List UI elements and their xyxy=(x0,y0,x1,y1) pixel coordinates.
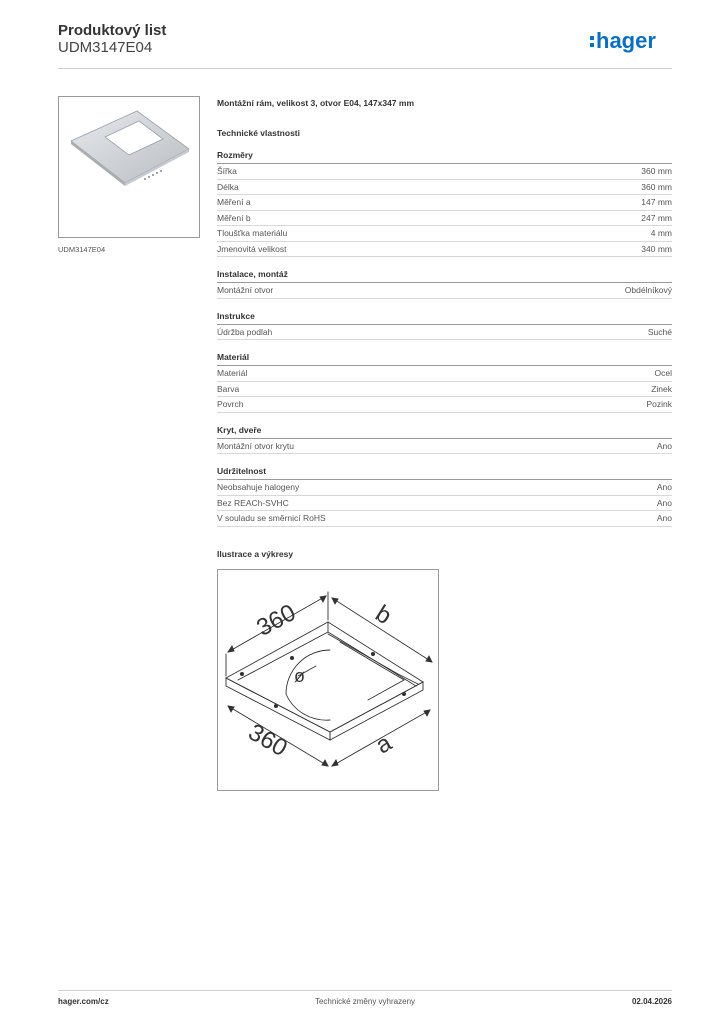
footer-website-link[interactable]: hager.com/cz xyxy=(58,997,109,1006)
property-value: 4 mm xyxy=(650,228,672,238)
property-row xyxy=(217,283,672,299)
section-title-cover: Kryt, dveře xyxy=(217,423,672,439)
footer-note: Technické změny vyhrazeny xyxy=(314,997,416,1006)
hager-logo xyxy=(590,28,672,54)
property-row xyxy=(217,382,672,398)
property-label: Montážní otvor xyxy=(217,285,274,295)
property-label: Barva xyxy=(217,383,240,394)
property-value: Zinek xyxy=(651,383,672,394)
property-value: 247 mm xyxy=(641,212,672,223)
property-value: 360 mm xyxy=(641,166,672,176)
property-value: Ano xyxy=(656,513,672,523)
property-row xyxy=(217,195,672,211)
product-properties xyxy=(217,96,672,791)
property-label: Délka xyxy=(217,181,239,192)
property-value: 340 mm xyxy=(641,243,672,254)
footer-divider xyxy=(58,990,672,991)
property-row xyxy=(217,325,672,341)
dim-bottom-right: a xyxy=(371,728,397,759)
illustration-heading: Ilustrace a výkresy xyxy=(217,548,294,559)
property-row xyxy=(217,180,672,196)
property-row xyxy=(217,164,672,180)
property-label: V souladu se směrnicí RoHS xyxy=(217,513,326,523)
section-title-installation: Instalace, montáž xyxy=(217,267,672,283)
property-row xyxy=(217,366,672,382)
property-label: Měření a xyxy=(217,197,251,207)
dim-diameter: ø xyxy=(294,665,305,686)
technical-drawing xyxy=(217,569,439,791)
tech-heading: Technické vlastnosti xyxy=(217,128,300,138)
property-label: Materiál xyxy=(217,368,248,378)
property-value: Obdélníkový xyxy=(624,285,672,295)
property-label: Údržba podlah xyxy=(217,326,273,337)
dim-top-right: b xyxy=(370,599,397,630)
section-title-sustainability: Udržitelnost xyxy=(217,464,672,480)
property-row xyxy=(217,439,672,455)
property-label: Měření b xyxy=(217,212,251,223)
dim-top-left: 360 xyxy=(252,598,301,642)
dim-bottom-left: 360 xyxy=(243,718,292,762)
product-description: Montážní rám, velikost 3, otvor E04, 147x347 mm xyxy=(217,98,414,108)
property-row xyxy=(217,397,672,413)
property-value: Ocel xyxy=(654,368,672,378)
property-row xyxy=(217,480,672,496)
property-value: 360 mm xyxy=(641,181,672,192)
property-value: Suché xyxy=(647,326,672,337)
property-value: Ano xyxy=(656,482,672,492)
property-row xyxy=(217,226,672,242)
image-caption: UDM3147E04 xyxy=(58,245,106,254)
page-title: Produktový list xyxy=(58,22,167,39)
property-value: Pozink xyxy=(646,399,672,409)
property-value: Ano xyxy=(656,497,672,508)
property-label: Neobsahuje halogeny xyxy=(217,482,300,492)
property-row xyxy=(217,511,672,527)
section-title-instructions: Instrukce xyxy=(217,309,672,325)
property-label: Šířka xyxy=(217,166,237,176)
property-value: Ano xyxy=(656,440,672,451)
property-row xyxy=(217,242,672,258)
property-value: 147 mm xyxy=(641,197,672,207)
page-header xyxy=(58,22,672,68)
property-row xyxy=(217,496,672,512)
property-label: Povrch xyxy=(217,399,244,409)
section-title-material: Materiál xyxy=(217,350,672,366)
property-row xyxy=(217,211,672,227)
property-label: Jmenovitá velikost xyxy=(217,243,287,254)
property-label: Tloušťka materiálu xyxy=(217,228,288,238)
footer-date: 02.04.2026 xyxy=(631,997,672,1006)
section-title-dimensions: Rozměry xyxy=(217,148,672,164)
header-divider xyxy=(58,68,672,69)
logo-text: hager xyxy=(596,28,656,53)
product-code: UDM3147E04 xyxy=(58,39,153,56)
property-label: Bez REACh-SVHC xyxy=(217,497,289,508)
property-label: Montážní otvor krytu xyxy=(217,440,295,451)
product-image xyxy=(58,96,200,238)
